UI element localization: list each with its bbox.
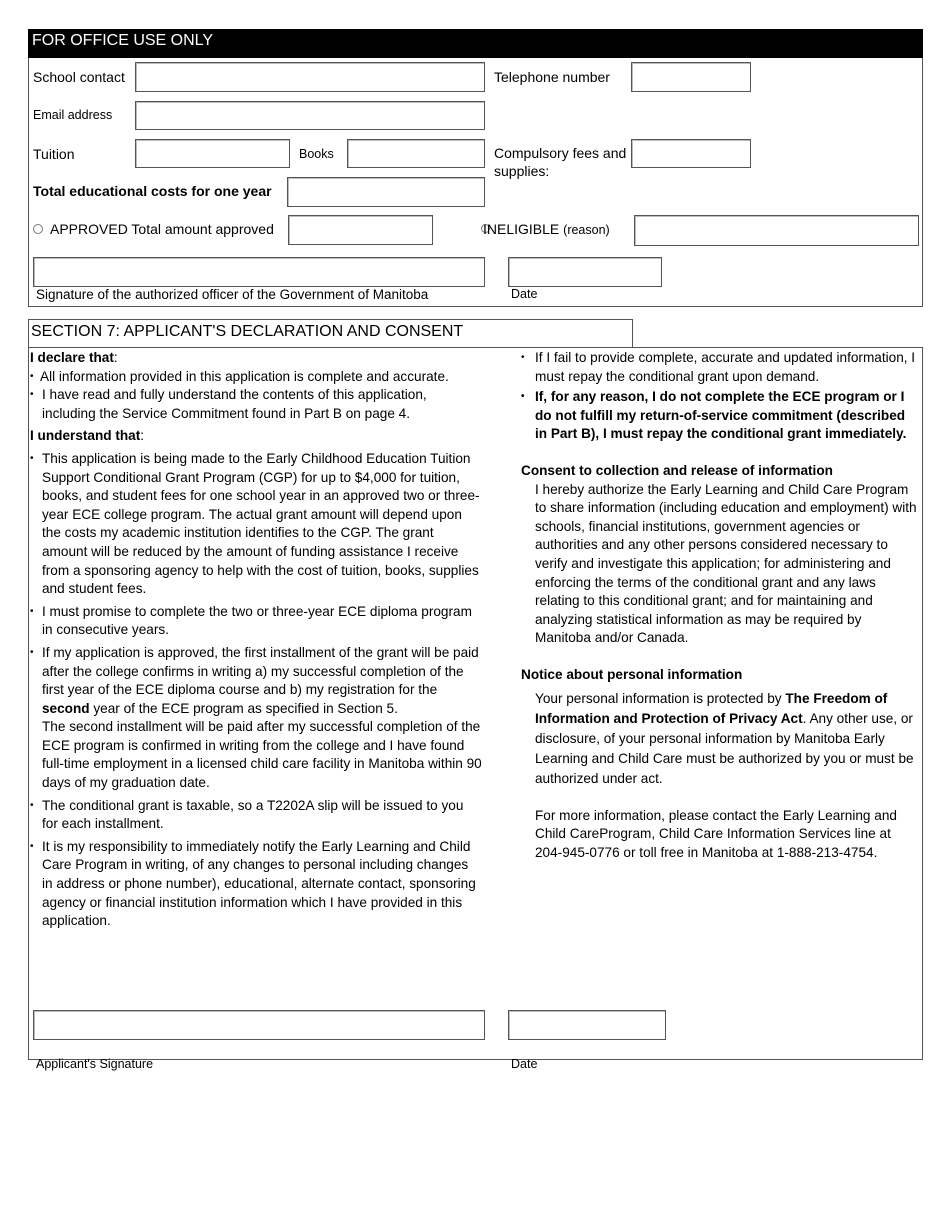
email-address-field[interactable] (135, 101, 485, 130)
email-address-label: Email address (33, 108, 113, 122)
total-costs-label: Total educational costs for one year (33, 183, 272, 199)
office-use-title: FOR OFFICE USE ONLY (32, 32, 214, 49)
repay-item: • If I fail to provide complete, accurate and updated information, I must repay the conditional grant upon demand. (521, 349, 917, 386)
section7-title-box (28, 319, 633, 348)
total-costs-field[interactable] (287, 177, 485, 207)
understand-item: • This application is being made to the Early Childhood Education Tuition Support Conditional Grant Program (CGP) for up to $4,000 for tuition, books, and student fees for one school year in an approved two or three-year ECE college program. The actual grant amount will depend upon the costs my academic institution identifies to the CGP. The grant amount will be reduced by the amount of funding assistance I receive from a sponsoring agency to help with the cost of tuition, books, supplies and student fees. (30, 450, 482, 599)
notice-heading: Notice about personal information (521, 666, 743, 682)
understand-item: • It is my responsibility to immediately notify the Early Learning and Child Care Program in writing, of any changes to personal including changes in address or phone number), educational, alternate contact, sponsoring agency or financial institution information which I have provided in this application. (30, 838, 482, 931)
understand-heading: I understand that (30, 428, 141, 444)
applicant-signature-field[interactable] (33, 1010, 485, 1040)
school-contact-label: School contact (33, 69, 125, 85)
approved-label: APPROVED Total amount approved (50, 221, 274, 237)
declare-item: • All information provided in this application is complete and accurate. (30, 368, 482, 387)
school-contact-field[interactable] (135, 62, 485, 92)
officer-signature-label: Signature of the authorized officer of the Government of Manitoba (36, 287, 429, 302)
approved-radio[interactable] (33, 224, 43, 234)
officer-date-label: Date (511, 287, 538, 301)
telephone-number-field[interactable] (631, 62, 751, 92)
declaration-right-column (521, 349, 917, 862)
ineligible-text: INELIGIBLE (483, 221, 560, 237)
tuition-label: Tuition (33, 146, 75, 162)
compulsory-fees-field[interactable] (631, 139, 751, 168)
consent-heading: Consent to collection and release of information (521, 462, 833, 478)
applicant-date-field[interactable] (508, 1010, 666, 1040)
applicant-date-label: Date (511, 1057, 538, 1071)
understand-item: • I must promise to complete the two or three-year ECE diploma program in consecutive years. (30, 603, 482, 640)
section7-title: SECTION 7: APPLICANT'S DECLARATION AND CONSENT (31, 323, 464, 340)
notice-text: Your personal information is protected by The Freedom of Information and Protection of Privacy Act. Any other use, or disclosure, of your personal information by Manitoba Early Learning and Child Care must be authorized by you or must be authorized under act. (535, 690, 914, 786)
books-field[interactable] (347, 139, 485, 168)
understand-item: • If my application is approved, the first installment of the grant will be paid after the college confirms in writing a) my successful completion of the first year of the ECE diploma course and b) my registration for the second year of the ECE program as specified in Section 5. (30, 644, 482, 718)
approved-amount-field[interactable] (288, 215, 433, 245)
declare-heading-line: I declare that: (30, 350, 118, 365)
books-label: Books (299, 147, 334, 161)
ineligible-label (483, 221, 610, 237)
compulsory-fees-label: Compulsory fees and supplies: (494, 145, 627, 179)
understand-heading-line: I understand that: (30, 428, 145, 444)
ineligible-reason-field[interactable] (634, 215, 919, 246)
ineligible-reason-text: (reason) (563, 223, 610, 237)
officer-signature-field[interactable] (33, 257, 485, 287)
telephone-number-label: Telephone number (494, 69, 610, 85)
declare-heading: I declare that (30, 350, 114, 365)
declaration-left-column (30, 349, 482, 931)
applicant-signature-label: Applicant's Signature (36, 1057, 154, 1071)
understand-item-continued: The second installment will be paid after my successful completion of the ECE program is confirmed in writing from the college and I have found full-time employment in a licensed child care facility in Manitoba within 90 days of my graduation date. (42, 719, 482, 791)
consent-text: I hereby authorize the Early Learning and Child Care Program to share information (including education and employment) with schools, financial institutions, government agencies or authorities and any other persons considered necessary to verify and investigate this application; for administering and enforcing the terms of the conditional grant and any laws relating to this conditional grant; and for maintaining and analyzing statistical information as may be required by Manitoba and/or Canada. (535, 481, 917, 646)
understand-item: • The conditional grant is taxable, so a T2202A slip will be issued to you for each installment. (30, 797, 482, 834)
more-info-text: For more information, please contact the Early Learning and Child CareProgram, Child Care Information Services line at 204-945-0776 or toll free in Manitoba at 1-888-213-4754. (535, 807, 897, 860)
officer-date-field[interactable] (508, 257, 662, 287)
repay-immediately-item: • If, for any reason, I do not complete the ECE program or I do not fulfill my return-of-service commitment (described in Part B), I must repay the conditional grant immediately. (521, 388, 917, 444)
declare-item: • I have read and fully understand the contents of this application, including the Service Commitment found in Part B on page 4. (30, 386, 482, 423)
office-use-header (28, 29, 923, 58)
tuition-field[interactable] (135, 139, 290, 168)
